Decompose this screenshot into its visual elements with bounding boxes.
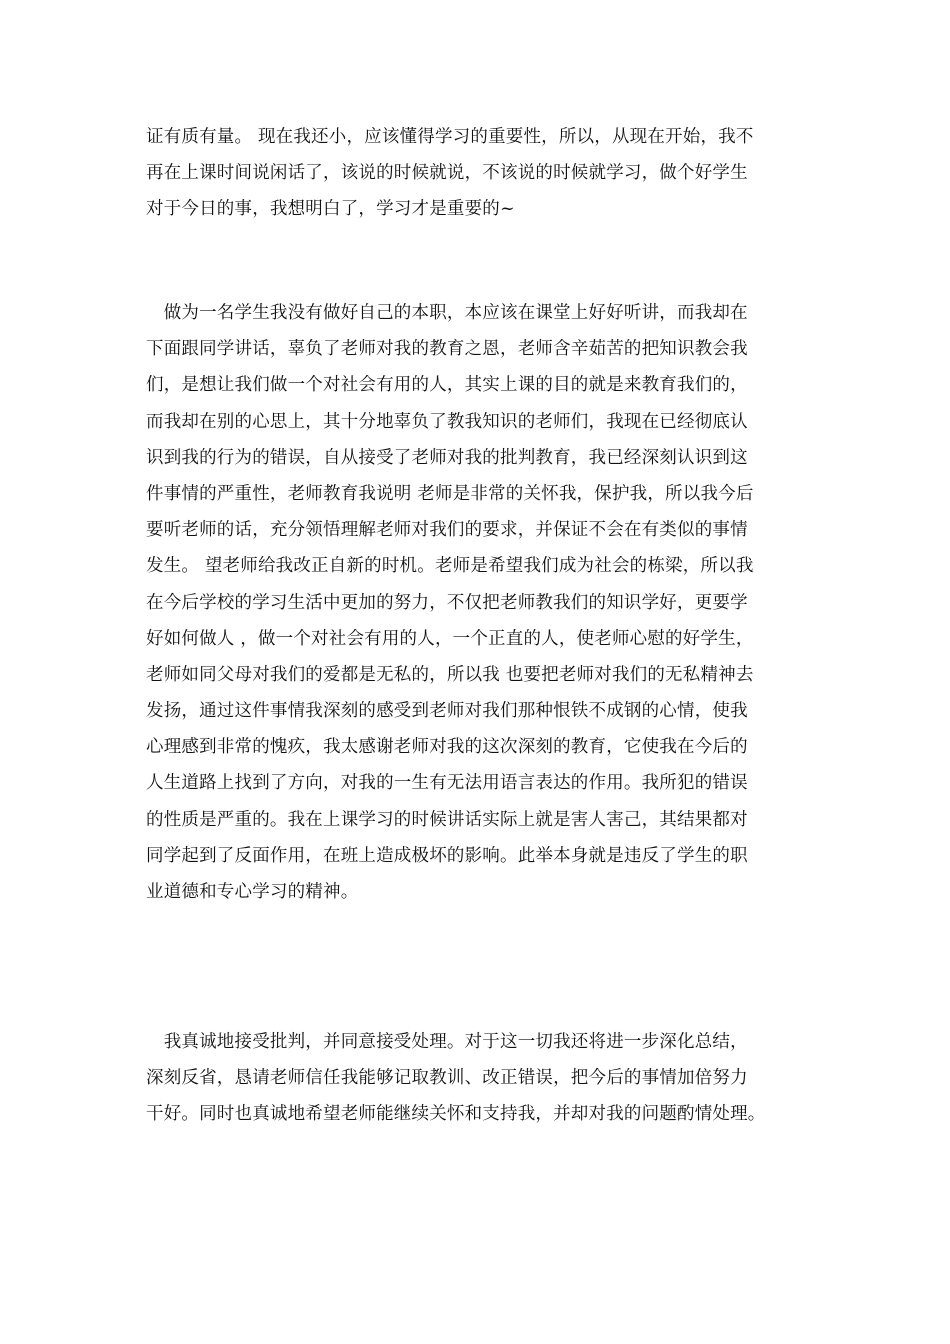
text-line: 再在上课时间说闲话了，该说的时候就说，不该说的时候就学习，做个好学生 <box>146 163 748 184</box>
text-line: 识到我的行为的错误，自从接受了老师对我的批判教育，我已经深刻认识到这 <box>146 447 748 468</box>
text-line: 好如何做人 ，做一个对社会有用的人，一个正直的人，使老师心慰的好学生， <box>146 628 754 649</box>
text-line: 在今后学校的学习生活中更加的努力，不仅把老师教我们的知识学好，更要学 <box>146 592 748 613</box>
text-line: 证有质有量。 现在我还小，应该懂得学习的重要性，所以，从现在开始，我不 <box>146 127 754 147</box>
text-line: 们，是想让我们做一个对社会有用的人，其实上课的目的就是来教育我们的， <box>146 375 748 396</box>
text-line: 做为一名学生我没有做好自己的本职，本应该在课堂上好好听讲，而我却在 <box>146 303 748 323</box>
paragraph-2 <box>146 295 816 910</box>
text-line: 心理感到非常的愧疚，我太感谢老师对我的这次深刻的教育，它使我在今后的 <box>146 737 748 758</box>
text-line: 业道德和专心学习的精神。 <box>146 882 359 902</box>
text-line: 干好。同时也真诚地希望老师能继续关怀和支持我，并却对我的问题酌情处理。 <box>146 1104 766 1125</box>
text-line: 发生。 望老师给我改正自新的时机。老师是希望我们成为社会的栋梁，所以我 <box>146 556 754 577</box>
paragraph-1 <box>146 119 816 228</box>
paragraph-3 <box>146 1024 816 1133</box>
text-line: 而我却在别的心思上，其十分地辜负了教我知识的老师们，我现在已经彻底认 <box>146 411 748 432</box>
text-line: 发扬，通过这件事情我深刻的感受到老师对我们那种恨铁不成钢的心情，使我 <box>146 701 748 722</box>
text-line: 老师如同父母对我们的爱都是无私的，所以我 也要把老师对我们的无私精神去 <box>146 664 754 685</box>
text-line: 的性质是严重的。我在上课学习的时候讲话实际上就是害人害己，其结果都对 <box>146 809 748 830</box>
text-line: 我真诚地接受批判，并同意接受处理。对于这一切我还将进一步深化总结， <box>146 1032 748 1052</box>
text-line: 要听老师的话，充分领悟理解老师对我们的要求，并保证不会在有类似的事情 <box>146 520 748 541</box>
text-line: 人生道路上找到了方向，对我的一生有无法用语言表达的作用。我所犯的错误 <box>146 773 748 794</box>
text-line: 下面跟同学讲话，辜负了老师对我的教育之恩，老师含辛茹苦的把知识教会我 <box>146 339 748 360</box>
text-line: 对于今日的事，我想明白了，学习才是重要的~ <box>146 199 515 220</box>
text-line: 深刻反省，恳请老师信任我能够记取教训、改正错误，把今后的事情加倍努力 <box>146 1068 748 1089</box>
text-line: 同学起到了反面作用，在班上造成极坏的影响。此举本身就是违反了学生的职 <box>146 845 748 866</box>
text-line: 件事情的严重性，老师教育我说明 老师是非常的关怀我，保护我，所以我今后 <box>146 483 754 504</box>
